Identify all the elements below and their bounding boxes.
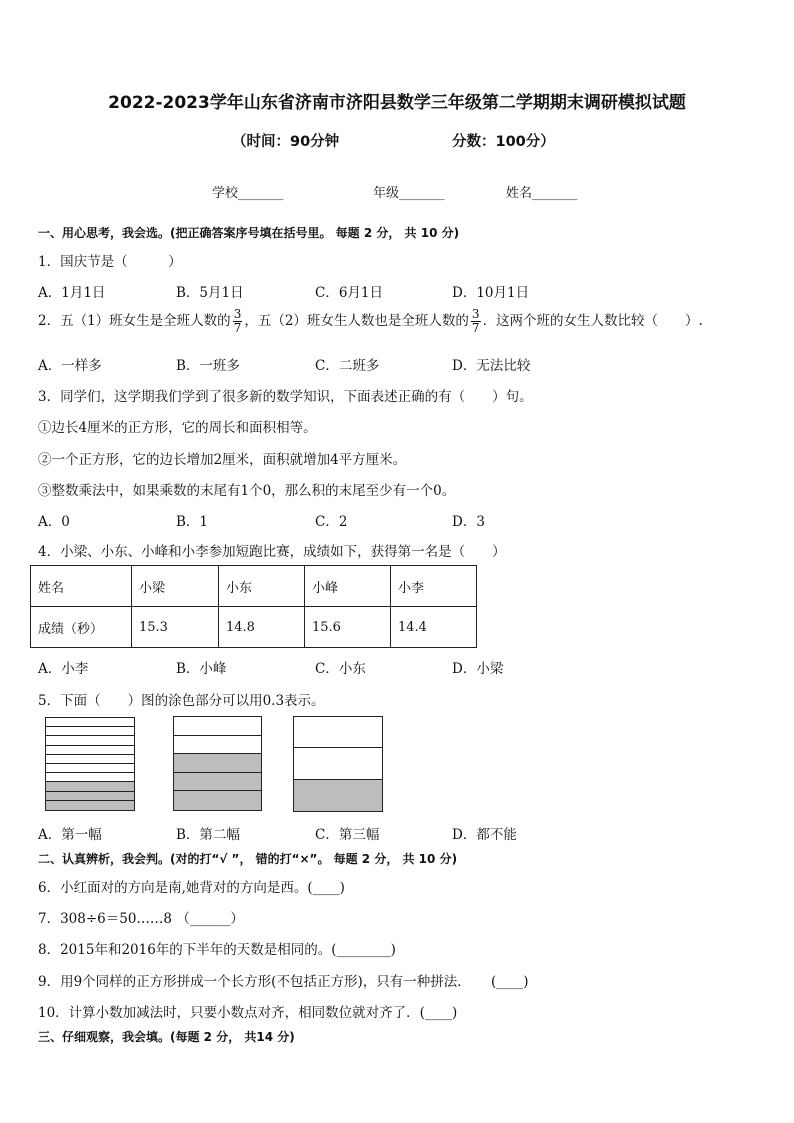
figure-2-strip-shaded <box>174 791 261 810</box>
figure-1-strip-shaded <box>46 801 134 810</box>
q2-stem-part-b: ，五（2）班女生人数也是全班人数的 <box>244 313 469 329</box>
q3-statement-3: ③整数乘法中，如果乘数的末尾有1个0，那么积的末尾至少有一个0。 <box>38 483 456 499</box>
table-cell-xiaodong: 小东 <box>219 566 305 607</box>
figure-1-strip <box>46 764 134 773</box>
q4-option-c: C．小东 <box>315 661 366 677</box>
q3-statement-2: ②一个正方形，它的边长增加2厘米，面积就增加4平方厘米。 <box>38 452 407 468</box>
question-10: 10．计算小数加减法时，只要小数点对齐，相同数位就对齐了．(____) <box>38 1005 458 1021</box>
q5-option-c: C．第三幅 <box>315 827 380 843</box>
table-cell-score-xiaofeng: 15.6 <box>305 607 391 648</box>
q3-option-d: D．3 <box>452 514 485 530</box>
question-5-stem: 5．下面（ ）图的涂色部分可以用0.3表示。 <box>38 693 325 709</box>
q2-fraction-2 <box>471 308 481 335</box>
table-cell-name-label: 姓名 <box>31 566 132 607</box>
q2-option-d: D．无法比较 <box>452 358 531 374</box>
q1-option-a: A．1月1日 <box>38 285 106 301</box>
figure-1-strip-shaded <box>46 792 134 801</box>
q4-option-d: D．小梁 <box>452 661 504 677</box>
q3-option-a: A．0 <box>38 514 70 530</box>
question-8: 8．2015年和2016年的下半年的天数是相同的。(________) <box>38 942 396 958</box>
question-4-stem: 4．小梁、小东、小峰和小李参加短跑比赛，成绩如下，获得第一名是（ ） <box>38 544 506 560</box>
figure-1-strips <box>45 717 135 811</box>
figure-2-strip-shaded <box>174 773 261 792</box>
q1-option-c: C．6月1日 <box>315 285 384 301</box>
score-table-header-row <box>31 566 477 607</box>
exam-time: （时间：90分钟 <box>232 134 340 150</box>
table-cell-xiaofeng: 小峰 <box>305 566 391 607</box>
figure-1-strip <box>46 727 134 736</box>
school-field: 学校_______ <box>212 186 284 201</box>
table-cell-xiaoli: 小李 <box>391 566 477 607</box>
figure-3-strips <box>293 716 383 812</box>
question-1-stem: 1．国庆节是（ ） <box>38 254 182 270</box>
table-cell-score-label: 成绩（秒） <box>31 607 132 648</box>
q5-option-d: D．都不能 <box>452 827 517 843</box>
name-field: 姓名_______ <box>506 186 578 201</box>
question-7: 7．308÷6＝50……8 （______） <box>38 911 244 927</box>
figure-1-strip-shaded <box>46 782 134 791</box>
figure-1-strip <box>46 746 134 755</box>
figure-1-strip <box>46 755 134 764</box>
figure-2-strip <box>174 736 261 755</box>
q2-option-c: C．二班多 <box>315 358 380 374</box>
table-cell-score-xiaodong: 14.8 <box>219 607 305 648</box>
figure-3-strip <box>294 748 382 779</box>
q2-fraction-1-denominator: 7 <box>233 321 242 335</box>
q3-statement-1: ①边长4厘米的正方形，它的周长和面积相等。 <box>38 420 317 436</box>
score-table-value-row <box>31 607 477 648</box>
q2-fraction-2-numerator: 3 <box>471 307 480 321</box>
q2-option-a: A．一样多 <box>38 358 102 374</box>
q2-fraction-2-denominator: 7 <box>471 321 480 335</box>
q2-stem-part-a: 2．五（1）班女生是全班人数的 <box>38 313 231 329</box>
q3-option-b: B．1 <box>176 514 209 530</box>
figure-1-strip <box>46 736 134 745</box>
grade-field: 年级_______ <box>373 186 445 201</box>
table-cell-xiaoliang: 小梁 <box>132 566 219 607</box>
question-3-stem: 3．同学们，这学期我们学到了很多新的数学知识，下面表述正确的有（ ）句。 <box>38 389 533 405</box>
q1-option-b: B．5月1日 <box>176 285 244 301</box>
question-9: 9．用9个同样的正方形拼成一个长方形(不包括正方形)，只有一种拼法． (____) <box>38 974 529 990</box>
q4-option-b: B．小峰 <box>176 661 227 677</box>
q2-option-b: B．一班多 <box>176 358 240 374</box>
q2-stem-part-c: ．这两个班的女生人数比较（ ）. <box>482 313 703 329</box>
q4-option-a: A．小李 <box>38 661 89 677</box>
table-cell-score-xiaoliang: 15.3 <box>132 607 219 648</box>
score-table <box>30 565 477 648</box>
section-1-heading: 一、用心思考，我会选。(把正确答案序号填在括号里。 每题 2 分， 共 10 分) <box>38 226 460 240</box>
page-title: 2022-2023学年山东省济南市济阳县数学三年级第二学期期末调研模拟试题 <box>108 93 686 113</box>
q3-option-c: C．2 <box>315 514 348 530</box>
figure-1-strip <box>46 773 134 782</box>
figure-2-strip <box>174 717 261 736</box>
figure-2-strips <box>173 716 262 811</box>
section-2-heading: 二、认真辨析，我会判。(对的打“√ ”， 错的打“×”。 每题 2 分， 共 10 分) <box>38 852 458 866</box>
figure-3-strip <box>294 717 382 748</box>
q1-option-d: D．10月1日 <box>452 285 530 301</box>
question-2-stem <box>38 308 703 335</box>
exam-score: 分数：100分） <box>452 134 555 150</box>
q2-fraction-1 <box>233 308 243 335</box>
figure-1-strip <box>46 718 134 727</box>
question-6: 6．小红面对的方向是南,她背对的方向是西。(____) <box>38 880 345 896</box>
q5-option-b: B．第二幅 <box>176 827 240 843</box>
q5-option-a: A．第一幅 <box>38 827 102 843</box>
figure-2-strip-shaded <box>174 754 261 773</box>
q2-fraction-1-numerator: 3 <box>233 307 242 321</box>
figure-3-strip-shaded <box>294 780 382 811</box>
section-3-heading: 三、仔细观察，我会填。(每题 2 分， 共14 分) <box>38 1030 295 1044</box>
table-cell-score-xiaoli: 14.4 <box>391 607 477 648</box>
